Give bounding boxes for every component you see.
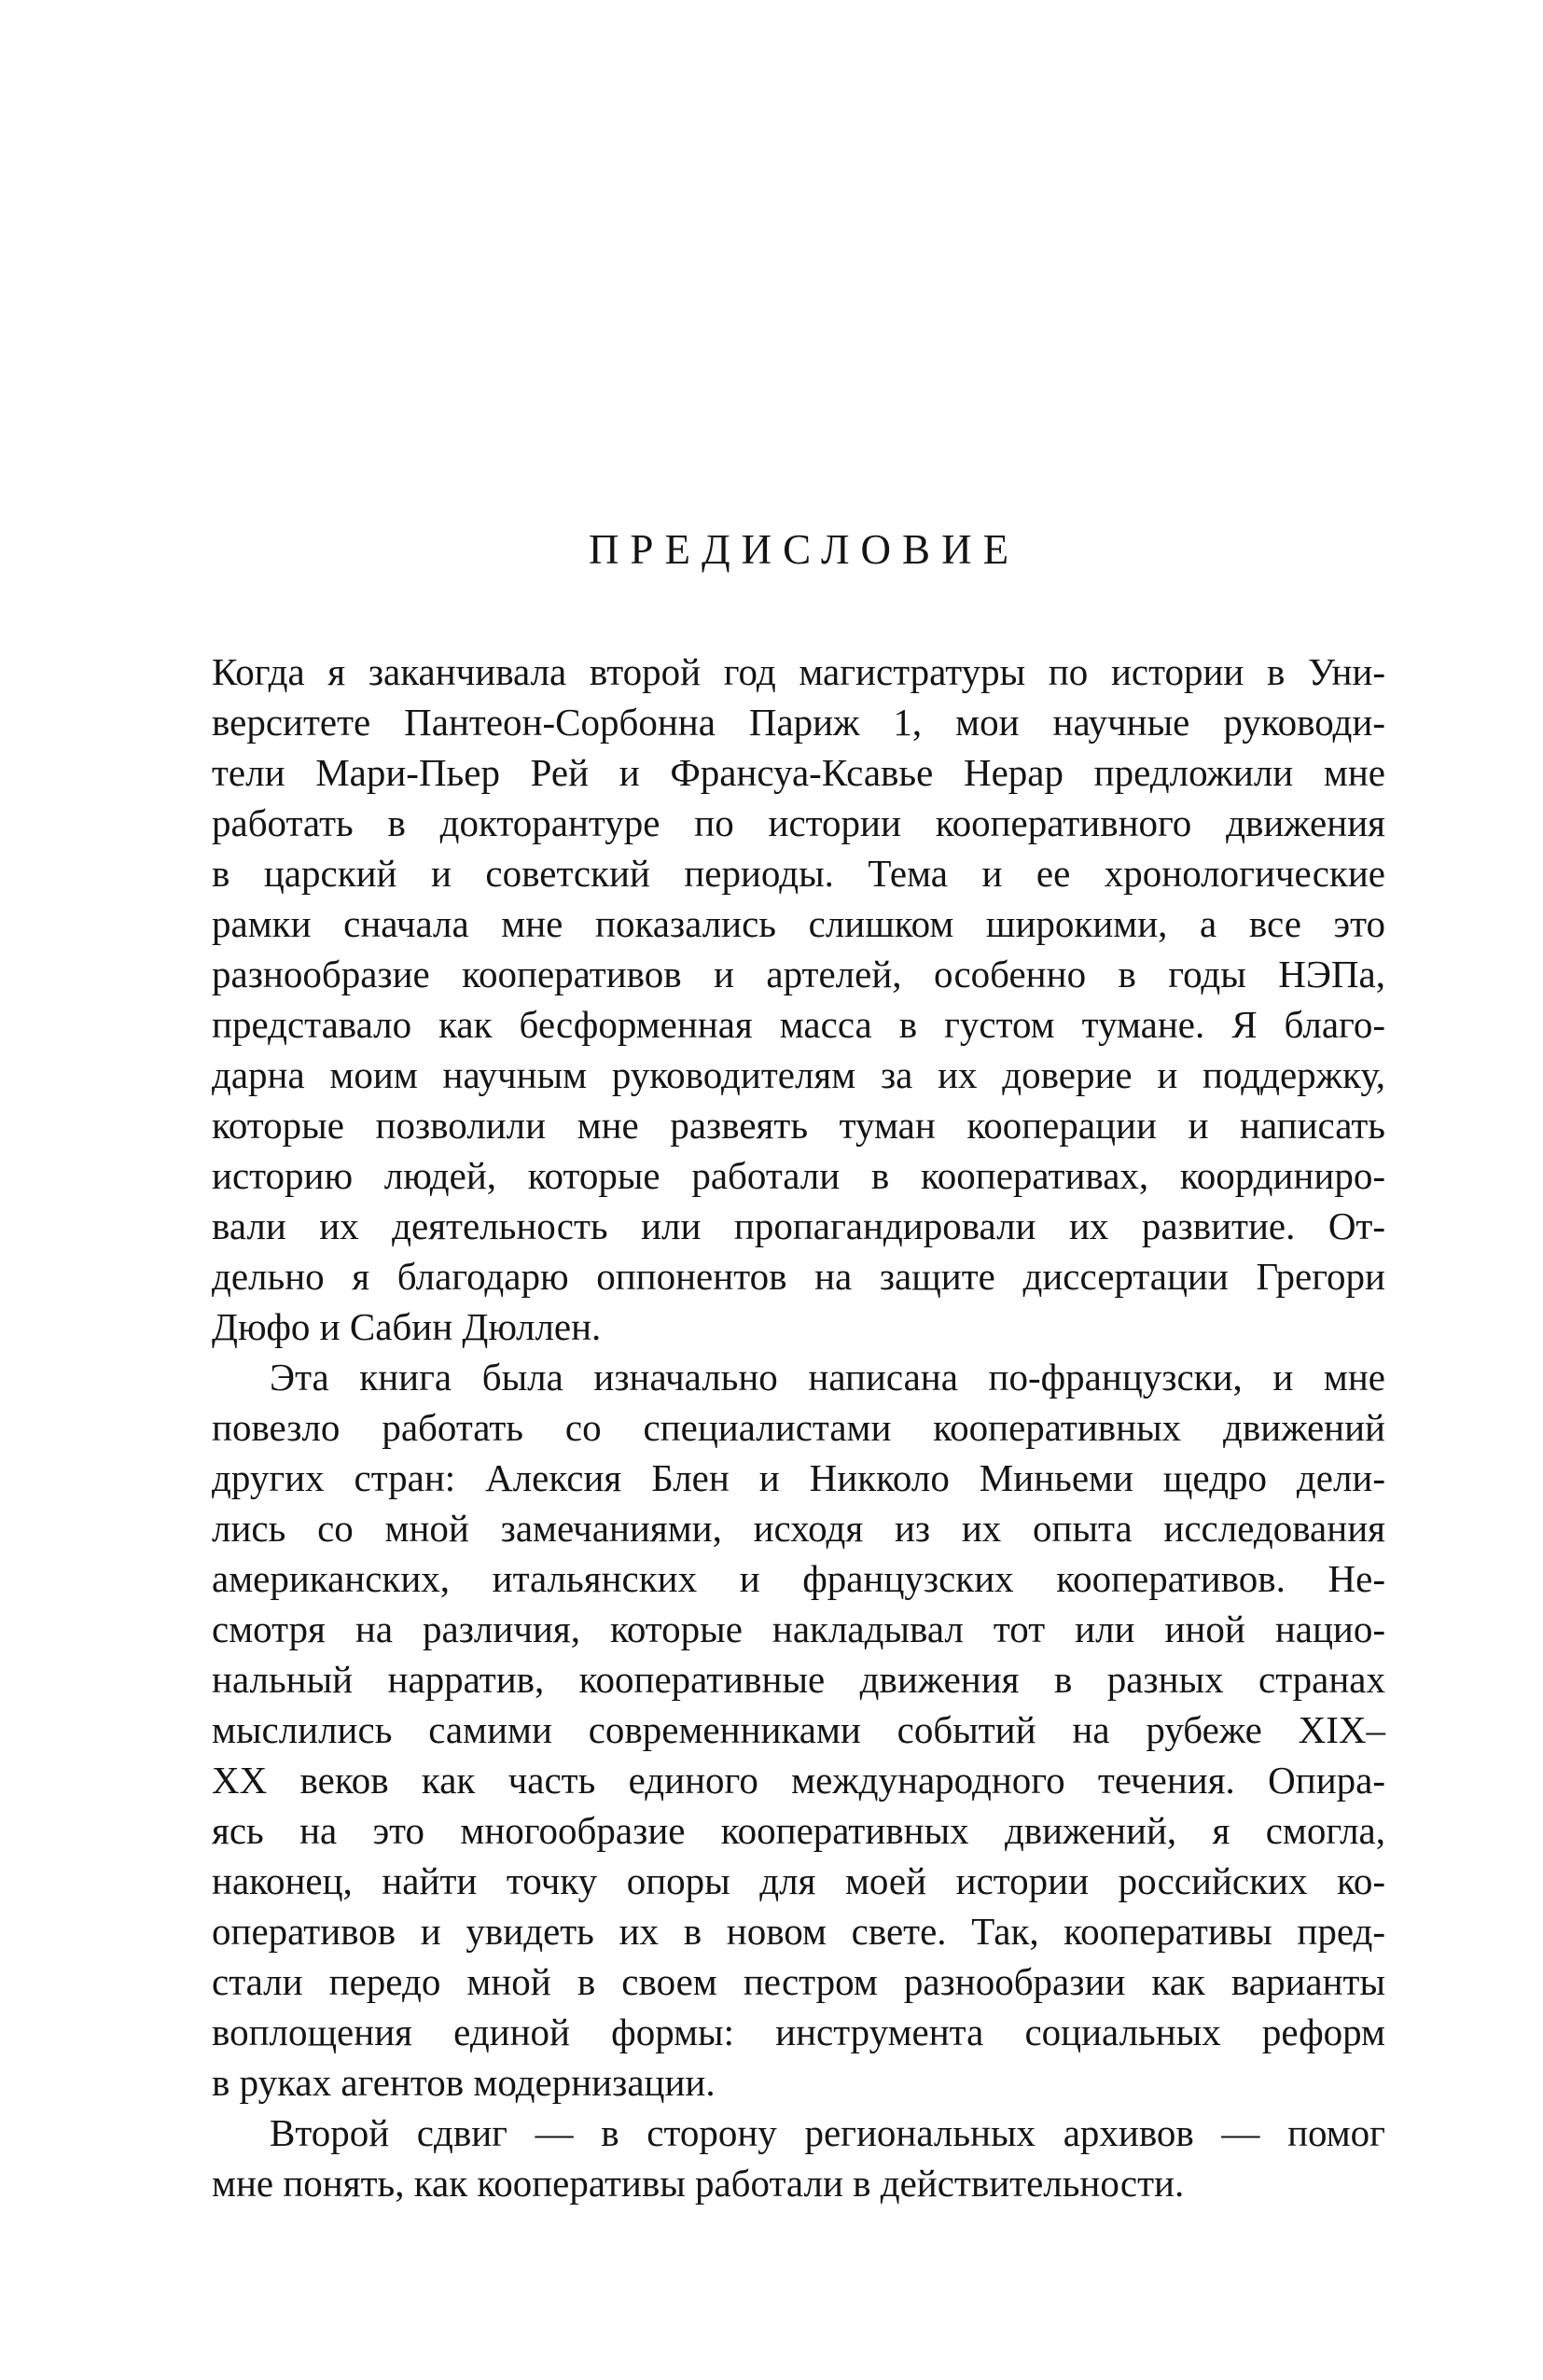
text-line: смотря на различия, которые накладывал тот или иной нацио- bbox=[212, 1608, 1385, 1650]
text-line: вали их деятельность или пропагандировали их развитие. От- bbox=[212, 1204, 1385, 1247]
text-line: историю людей, которые работали в кооперативах, координиро- bbox=[212, 1154, 1385, 1197]
text-line: Когда я заканчивала второй год магистратуры по истории в Уни- bbox=[212, 650, 1385, 693]
text-line: лись со мной замечаниями, исходя из их опыта исследования bbox=[212, 1507, 1385, 1550]
text-line: мне понять, как кооперативы работали в действительности. bbox=[212, 2162, 1185, 2205]
text-line: XX веков как часть единого международного течения. Опира- bbox=[212, 1759, 1385, 1802]
body-text bbox=[212, 647, 1385, 2208]
text-line: ясь на это многообразие кооперативных движений, я смогла, bbox=[212, 1809, 1385, 1852]
text-line: Дюфо и Сабин Дюллен. bbox=[212, 1305, 602, 1348]
text-line: американских, итальянских и французских кооперативов. Не- bbox=[212, 1557, 1385, 1600]
text-line: Второй сдвиг — в сторону региональных архивов — помог bbox=[270, 2111, 1385, 2154]
text-line: тели Мари-Пьер Рей и Франсуа-Ксавье Нерар предложили мне bbox=[212, 751, 1385, 794]
text-line: мыслились самими современниками событий на рубеже XIX– bbox=[212, 1708, 1385, 1751]
text-line: которые позволили мне развеять туман кооперации и написать bbox=[212, 1104, 1385, 1147]
text-line: в царский и советский периоды. Тема и ее хронологические bbox=[212, 852, 1385, 895]
text-line: дарна моим научным руководителям за их доверие и поддержку, bbox=[212, 1053, 1385, 1096]
text-line: нальный нарратив, кооперативные движения в разных странах bbox=[212, 1658, 1385, 1701]
text-line: повезло работать со специалистами кооперативных движений bbox=[212, 1406, 1385, 1449]
text-line: оперативов и увидеть их в новом свете. Так, кооперативы пред- bbox=[212, 1910, 1385, 1953]
text-line: воплощения единой формы: инструмента социальных реформ bbox=[212, 2011, 1385, 2053]
text-line: наконец, найти точку опоры для моей истории российских ко- bbox=[212, 1859, 1385, 1902]
page-title: ПРЕДИСЛОВИЕ bbox=[588, 526, 1021, 573]
text-line: верситете Пантеон-Сорбонна Париж 1, мои научные руководи- bbox=[212, 701, 1385, 744]
text-line: разнообразие кооперативов и артелей, особенно в годы НЭПа, bbox=[212, 953, 1385, 995]
paragraph bbox=[212, 647, 1385, 1352]
text-line: других стран: Алексия Блен и Никколо Миньеми щедро дели- bbox=[212, 1456, 1385, 1499]
text-line: рамки сначала мне показались слишком широкими, а все это bbox=[212, 902, 1385, 945]
text-line: работать в докторантуре по истории кооперативного движения bbox=[212, 801, 1385, 844]
text-line: дельно я благодарю оппонентов на защите диссертации Грегори bbox=[212, 1255, 1385, 1298]
text-line: представало как бесформенная масса в густом тумане. Я благо- bbox=[212, 1003, 1385, 1046]
paragraph bbox=[212, 1352, 1385, 2108]
text-line: Эта книга была изначально написана по-французски, и мне bbox=[270, 1356, 1385, 1399]
paragraph bbox=[212, 2108, 1385, 2208]
text-line: в руках агентов модернизации. bbox=[212, 2061, 716, 2104]
text-line: стали передо мной в своем пестром разнообразии как варианты bbox=[212, 1960, 1385, 2003]
